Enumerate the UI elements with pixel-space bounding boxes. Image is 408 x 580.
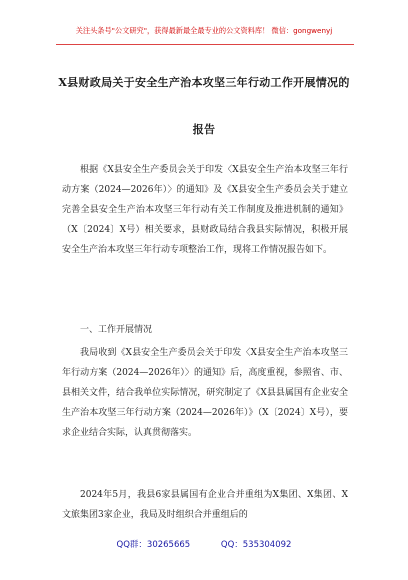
footer-qq-group: QQ群：30265665 <box>116 540 191 550</box>
document-title-continued: 报告 <box>192 123 216 136</box>
body-paragraph <box>62 485 348 525</box>
paragraph-text: 2024年5月，我县6家县属国有企业合并重组为X集团、X集团、X文旅集团3家企业，我局及时组织合并重组后的 <box>62 490 348 520</box>
section-heading <box>62 320 348 340</box>
paragraph-text: 根据《X县安全生产委员会关于印发〈X县安全生产治本攻坚三年行动方案（2024—2026年）〉的通知》及《X县安全生产委员会关于建立完善全县安全生产治本攻坚三年行动有关工作制度及推进机制的通知》（X〔2024〕X号）相关要求，县财政局结合我县实际情况，积极开展安全生产治本攻坚三年行动专项整治工作，现将工作情况报告如下。 <box>62 165 348 255</box>
body-paragraph <box>62 343 348 443</box>
header-divider <box>56 44 354 45</box>
paragraph-text: 我局收到《X县安全生产委员会关于印发〈X县安全生产治本攻坚三年行动方案（2024—2026年）〉的通知》后，高度重视，参照省、市、县相关文件，结合我单位实际情况，研究制定了《X县县属国有企业安全生产治本攻坚三年行动方案（2024—2026年）》（X〔2024〕X号），要求企业结合实际，认真贯彻落实。 <box>62 348 348 438</box>
header-banner: 关注头条号"公文研究"，获得最新最全最专业的公文资料库！ 微信：gongwenyj <box>75 26 333 35</box>
footer-qq: QQ：535304092 <box>220 540 292 550</box>
document-title: X县财政局关于安全生产治本攻坚三年行动工作开展情况的 <box>58 76 350 89</box>
section-heading-text: 一、工作开展情况 <box>80 325 153 335</box>
body-paragraph <box>62 160 348 260</box>
footer-contact <box>0 538 408 550</box>
